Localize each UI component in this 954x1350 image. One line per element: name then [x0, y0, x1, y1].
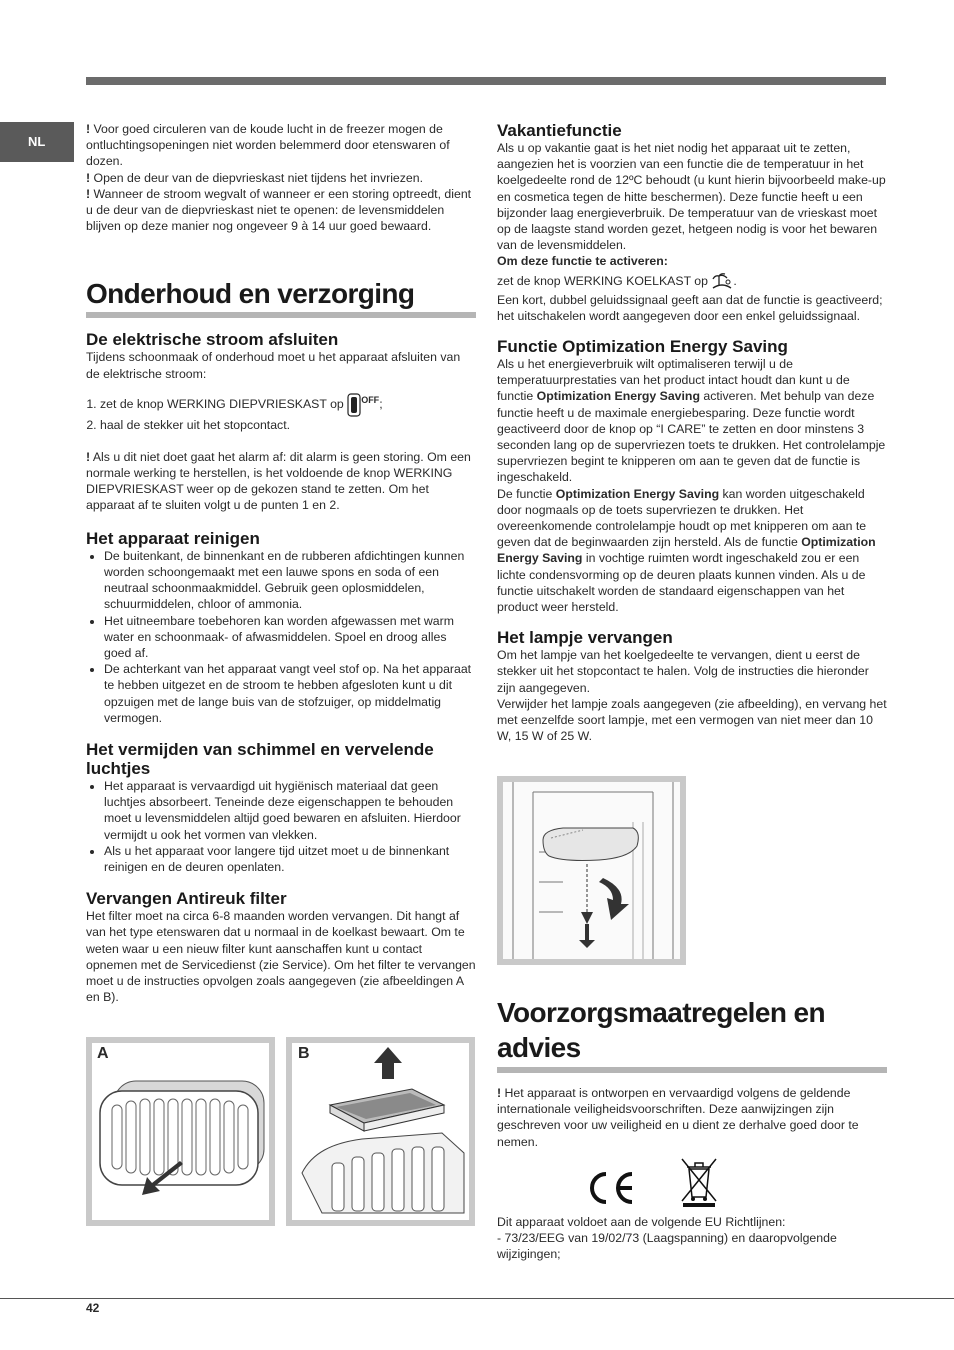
lampje-text-2: Verwijder het lampje zoals aangegeven (zie afbeelding), en vervang het met eenzelfde soort lampje, met een vermogen van niet meer dan 10 W, 15 W of 25 W. — [497, 696, 887, 744]
filter-remove-illustration — [292, 1043, 469, 1220]
page-number: 42 — [86, 1301, 100, 1315]
list-item: • De buitenkant, de binnenkant en de rubberen afdichtingen kunnen worden schoongemaakt met een lauwe spons en soda of een neutraal schoonmaakmiddel. Gebruik geen oplosmiddelen, schuurmiddelen, chloor of ammonia. — [104, 548, 476, 613]
figure-b — [286, 1037, 475, 1226]
list-item: • Als u het apparaat voor langere tijd uitzet moet u de binnenkant reinigen en de deuren openlaten. — [104, 843, 476, 875]
vakantie-activate: zet de knop WERKING KOELKAST op . — [497, 270, 887, 292]
heading-reinigen: Het apparaat reinigen — [86, 528, 260, 548]
eu-item: - 73/23/EEG van 19/02/73 (Laagspanning) en daaropvolgende wijzigingen; — [497, 1231, 837, 1262]
language-tab: NL — [0, 122, 74, 162]
energy-text-2: De functie Optimization Energy Saving kan worden uitgeschakeld door nogmaals op de toets supervriezen te drukken. Het overeenkomende controlelampje houdt op met knipperen om aan te geven dat de beginwaarden zijn hersteld. Als de functie Optimization Energy Saving in vochtige ruimten wordt ingeschakeld zou er een lichte condensvorming op de deuren plaats kunnen vinden. Als u de functie uitschakelt worden de standaard eigenschappen van het product weer hersteld. — [497, 486, 876, 615]
reinigen-list — [86, 548, 476, 726]
heading-vakantie: Vakantiefunctie — [497, 121, 622, 140]
intro-note-2: ! Open de deur van de diepvrieskast niet tijdens het invriezen. — [86, 170, 424, 185]
ce-mark-icon — [586, 1171, 636, 1205]
figure-a — [86, 1037, 275, 1226]
figure-b-label: B — [298, 1045, 310, 1062]
filter-grille-illustration — [92, 1043, 269, 1220]
list-item: • Het uitneembare toebehoren kan worden afgewassen met warm water en schoonmaak- of afwasmiddelen. Spoel en droog alles goed af. — [104, 613, 476, 662]
knob-off-icon — [347, 393, 361, 417]
eu-intro: Dit apparaat voldoet aan de volgende EU Richtlijnen: — [497, 1214, 786, 1229]
vakantie-activate-label: Om deze functie te activeren: — [497, 254, 668, 269]
footer-rule — [0, 1298, 954, 1299]
top-rule — [86, 77, 886, 85]
section-title-voorzorg: Voorzorgsmaatregelen en advies — [497, 997, 825, 1063]
heading-schimmel: Het vermijden van schimmel en vervelende luchtjes — [86, 739, 434, 778]
stroom-steps — [86, 388, 476, 433]
heading-filter: Vervangen Antireuk filter — [86, 889, 287, 909]
right-column — [497, 121, 887, 745]
heading-stroom: De elektrische stroom afsluiten — [86, 330, 339, 350]
vakantie-after: Een kort, dubbel geluidssignaal geeft aan dat de functie is geactiveerd; het uitschakelen wordt aangegeven door een enkel geluidssignaal. — [497, 292, 883, 323]
filter-text: Het filter moet na circa 6-8 maanden worden vervangen. Dit hangt af van het type etenswaren dat u normaal in de koelkast bewaart. Om te weten waar u een nieuw filter kunt aanschaffen kunt u contact opnemen met de Servicedienst (zie Service). Om het filter te vervangen moet u de instructies opvolgen zoals aangegeven (zie afbeeldingen A en B). — [86, 909, 476, 1005]
intro-note-1: ! Voor goed circuleren van de koude lucht in de freezer mogen de ontluchtingsopeningen niet worden belemmerd door etenswaren of dozen. — [86, 122, 450, 169]
voorzorg-section — [497, 995, 887, 1262]
stroom-text: Tijdens schoonmaak of onderhoud moet u het apparaat afsluiten van de elektrische stroom: — [86, 350, 461, 381]
lamp-replacement-illustration — [503, 782, 680, 959]
figure-a-label: A — [97, 1045, 109, 1062]
stroom-step-1: 1. zet de knop WERKING DIEPVRIESKAST op $^{OFF}$; — [100, 388, 476, 417]
schimmel-list — [86, 778, 476, 875]
stroom-step-2: 2. haal de stekker uit het stopcontact. — [100, 417, 476, 433]
heading-energy: Functie Optimization Energy Saving — [497, 337, 788, 357]
energy-text: Als u het energieverbruik wilt optimaliseren terwijl u de temperatuurprestaties van het product intact houdt dan kunt u de functie Optimization Energy Saving activeren. Met behulp van deze functie heeft u de maximale energiebesparing. Deze functie wordt geactiveerd door de knop op “I CARE” te zetten en door minstens 3 seconden lang op de supervriezen toets te drukken. Het controlelampje supervriezen begint te knipperen om aan te geven dat de functie is ingeschakeld. — [497, 357, 886, 485]
stroom-note: ! Als u dit niet doet gaat het alarm af: dit alarm is geen storing. Om een normale werking te herstellen, is het voldoende de knop WERKING DIEPVRIESKAST weer op de gekozen stand te zetten. Om het apparaat af te sluiten volgt u de punten 1 en 2. — [86, 449, 471, 513]
list-item: • Het apparaat is vervaardigd uit hygiënisch materiaal dat geen luchtjes absorbeert. Teneinde deze eigenschappen te behouden moet u levensmiddelen altijd goed bewaren en afsluiten. Hierdoor vermijdt u ook het vormen van vlekken. — [104, 778, 476, 843]
lamp-figure — [497, 776, 686, 965]
intro-note-3: ! Wanneer de stroom wegvalt of wanneer er een storing optreedt, dient u de deur van de diepvrieskast niet te openen: de levensmiddelen blijven op deze manier nog ongeveer 9 à 14 uur goed bewaard. — [86, 186, 472, 234]
vacation-icon — [711, 272, 733, 290]
voorzorg-text: ! Het apparaat is ontworpen en vervaardigd volgens de geldende internationale veiligheidsvoorschriften. Deze aanwijzingen zijn geschreven voor uw veiligheid en u dient ze derhalve goed door te nemen. — [497, 1086, 859, 1149]
left-column — [86, 121, 476, 1005]
heading-lampje: Het lampje vervangen — [497, 628, 673, 648]
vakantie-text: Als u op vakantie gaat is het niet nodig het apparaat uit te zetten, aangezien het is voorzien van een functie die de temperatuur in het koelgedeelte rond de 12ºC behoudt (u kunt hierin bijvoorbeeld make-up en cosmetica tegen de hitte beschermen). Deze functie heeft u een bijzonder laag energieverbruik. De temperatuur van de vrieskast moet op de laagste stand worden gezet, hetgeen nodig is voor het bewaren van de levensmiddelen. — [497, 141, 886, 253]
weee-bin-icon — [679, 1157, 719, 1207]
section-title-onderhoud: Onderhoud en verzorging — [86, 278, 415, 310]
lampje-text-1: Om het lampje van het koelgedeelte te vervangen, dient u eerst de stekker uit het stopcontact te halen. Volg de instructies die hieronder zijn aangegeven. — [497, 648, 869, 695]
list-item: • De achterkant van het apparaat vangt veel stof op. Na het apparaat te hebben uitgezet en de stroom te hebben afgesloten kunt u dit opzuigen met de lange buis van de stofzuiger, op middelmatig vermogen. — [104, 661, 476, 726]
